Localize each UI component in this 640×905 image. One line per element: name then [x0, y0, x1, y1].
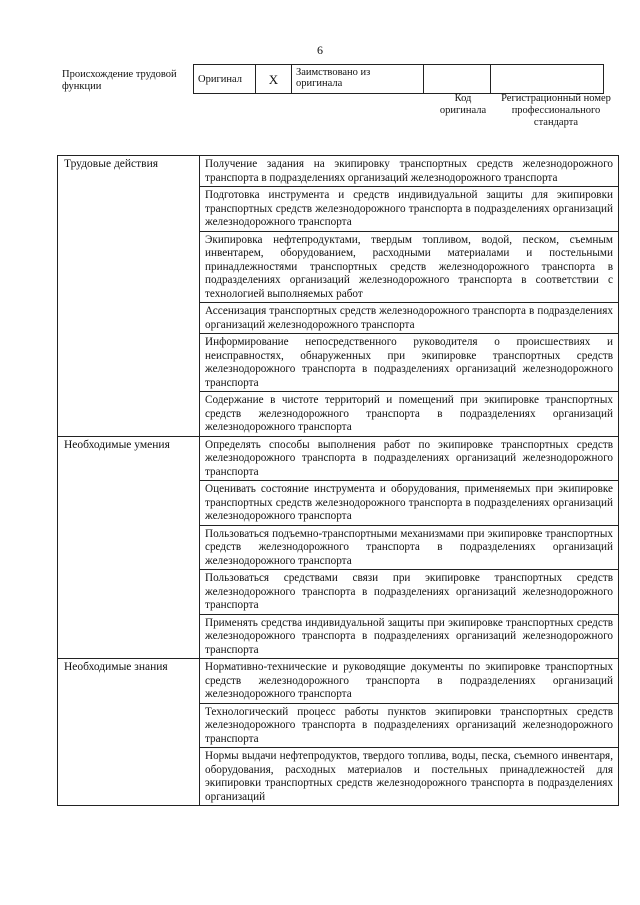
- origin-label: Происхождение трудовой функции: [62, 69, 177, 92]
- table-cell: Применять средства индивидуальной защиты при экипировке транспортных средств железнодорожного транспорта в подразделениях организаций железнодорожного транспорта: [200, 614, 619, 659]
- table-cell: Содержание в чистоте территорий и помещений при экипировке транспортных средств железнодорожного транспорта в подразделениях организаций железнодорожного транспорта: [200, 392, 619, 437]
- function-table: [57, 155, 619, 806]
- table-cell: Ассенизация транспортных средств железнодорожного транспорта в подразделениях организаций железнодорожного транспорта: [200, 303, 619, 334]
- section-title-knowledge: Необходимые знания: [58, 659, 200, 806]
- table-cell: Оценивать состояние инструмента и оборудования, применяемых при экипировке транспортных средств железнодорожного транспорта в подразделениях организаций железнодорожного транспорта: [200, 481, 619, 526]
- table-cell: Пользоваться подъемно-транспортными механизмами при экипировке транспортных средств железнодорожного транспорта в подразделениях организаций железнодорожного транспорта: [200, 525, 619, 570]
- table-row: [58, 156, 619, 187]
- table-cell: Пользоваться средствами связи при экипировке транспортных средств железнодорожного транспорта в подразделениях организаций железнодорожного транспорта: [200, 570, 619, 615]
- registration-number-cell: [491, 65, 604, 94]
- original-label: Оригинал: [194, 65, 256, 94]
- origin-box: [193, 64, 604, 94]
- table-cell: Нормативно-технические и руководящие документы по экипировке транспортных средств железнодорожного транспорта в подразделениях организаций железнодорожного транспорта: [200, 659, 619, 704]
- table-row: [58, 436, 619, 481]
- table-cell: Определять способы выполнения работ по экипировке транспортных средств железнодорожного транспорта в подразделениях организаций железнодорожного транспорта: [200, 436, 619, 481]
- table-cell: Экипировка нефтепродуктами, твердым топливом, водой, песком, съемным инвентарем, оборудованием, расходными материалами и постельными принадлежностями транспортных средств железнодорожного транспорта в подразделениях организаций железнодорожного транспорта в соответствии с технологией выполняемых работ: [200, 231, 619, 303]
- table-cell: Информирование непосредственного руководителя о происшествиях и неисправностях, обнаруженных при экипировке транспортных средств железнодорожного транспорта в подразделениях организаций железнодорожного транспорта: [200, 334, 619, 392]
- original-mark: X: [256, 65, 292, 94]
- page-number: 6: [317, 43, 323, 57]
- table-cell: Нормы выдачи нефтепродуктов, твердого топлива, воды, песка, съемного инвентаря, оборудования, расходных материалов и постельных принадлежностей для экипировки транспортных средств железнодорожного транспорта в подразделениях организаций: [200, 748, 619, 806]
- original-code-cell: [424, 65, 491, 94]
- table-cell: Подготовка инструмента и средств индивидуальной защиты для экипировки транспортных средств железнодорожного транспорта в подразделениях организаций железнодорожного транспорта: [200, 187, 619, 232]
- table-cell: Получение задания на экипировку транспортных средств железнодорожного транспорта в подразделениях организаций железнодорожного транспорта: [200, 156, 619, 187]
- borrowed-label: Заимствовано из оригинала: [292, 65, 424, 94]
- registration-caption: Регистрационный номер профессионального стандарта: [501, 93, 611, 129]
- section-title-skills: Необходимые умения: [58, 436, 200, 659]
- section-title-actions: Трудовые действия: [58, 156, 200, 437]
- table-cell: Технологический процесс работы пунктов экипировки транспортных средств железнодорожного транспорта в подразделениях организаций железнодорожного транспорта: [200, 703, 619, 748]
- table-row: [58, 659, 619, 704]
- code-caption: Код оригинала: [439, 93, 487, 116]
